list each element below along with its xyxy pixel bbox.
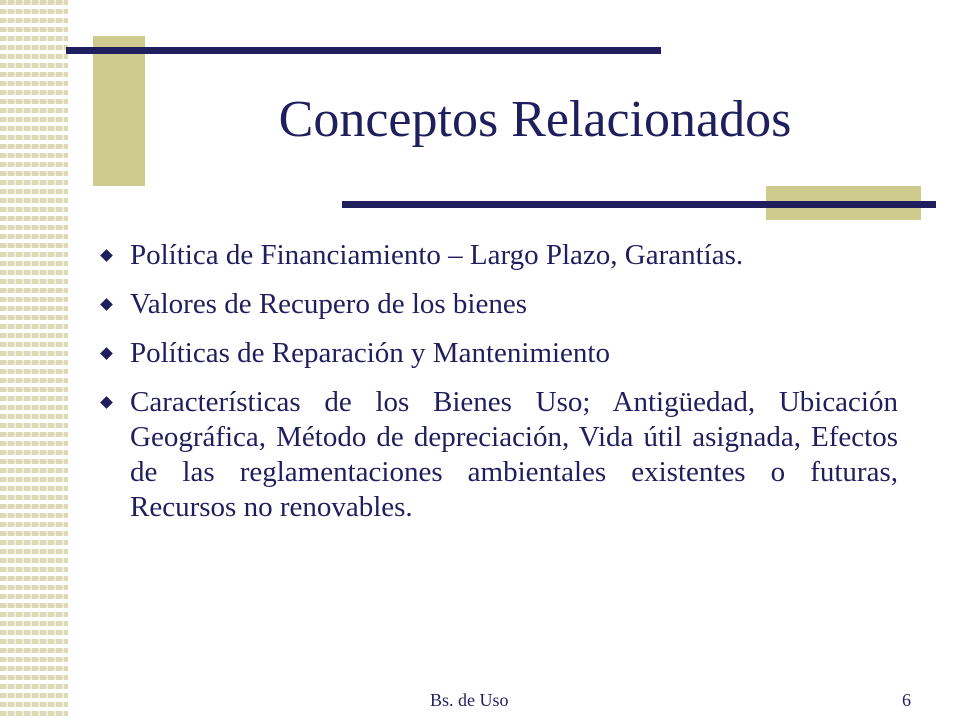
decorative-stripe-bar xyxy=(0,0,68,720)
bullet-text: Características de los Bienes Uso; Antigüedad, Ubicación Geográfica, Método de depreciación, Vida útil asignada, Efectos de las reglamentaciones ambientales existentes o futuras, Recursos no renovables. xyxy=(130,386,898,523)
footer-label: Bs. de Uso xyxy=(430,690,509,710)
bullet-list xyxy=(98,238,898,539)
diamond-bullet-icon xyxy=(100,347,113,360)
bullet-item xyxy=(98,238,898,273)
decorative-navy-line-bottom xyxy=(342,201,936,208)
bullet-text: Política de Financiamiento – Largo Plazo, Garantías. xyxy=(130,239,744,271)
bullet-text: Políticas de Reparación y Mantenimiento xyxy=(130,337,610,369)
diamond-bullet-icon xyxy=(100,298,113,311)
decorative-navy-line-top xyxy=(66,47,661,54)
diamond-bullet-icon xyxy=(100,249,113,262)
bullet-item xyxy=(98,336,898,371)
page-number: 6 xyxy=(902,690,911,710)
diamond-bullet-icon xyxy=(100,396,113,409)
bullet-item xyxy=(98,287,898,322)
slide-title: Conceptos Relacionados xyxy=(278,91,792,148)
bullet-text: Valores de Recupero de los bienes xyxy=(130,288,528,320)
bullet-item xyxy=(98,385,898,525)
decorative-tan-block-top xyxy=(93,36,145,186)
